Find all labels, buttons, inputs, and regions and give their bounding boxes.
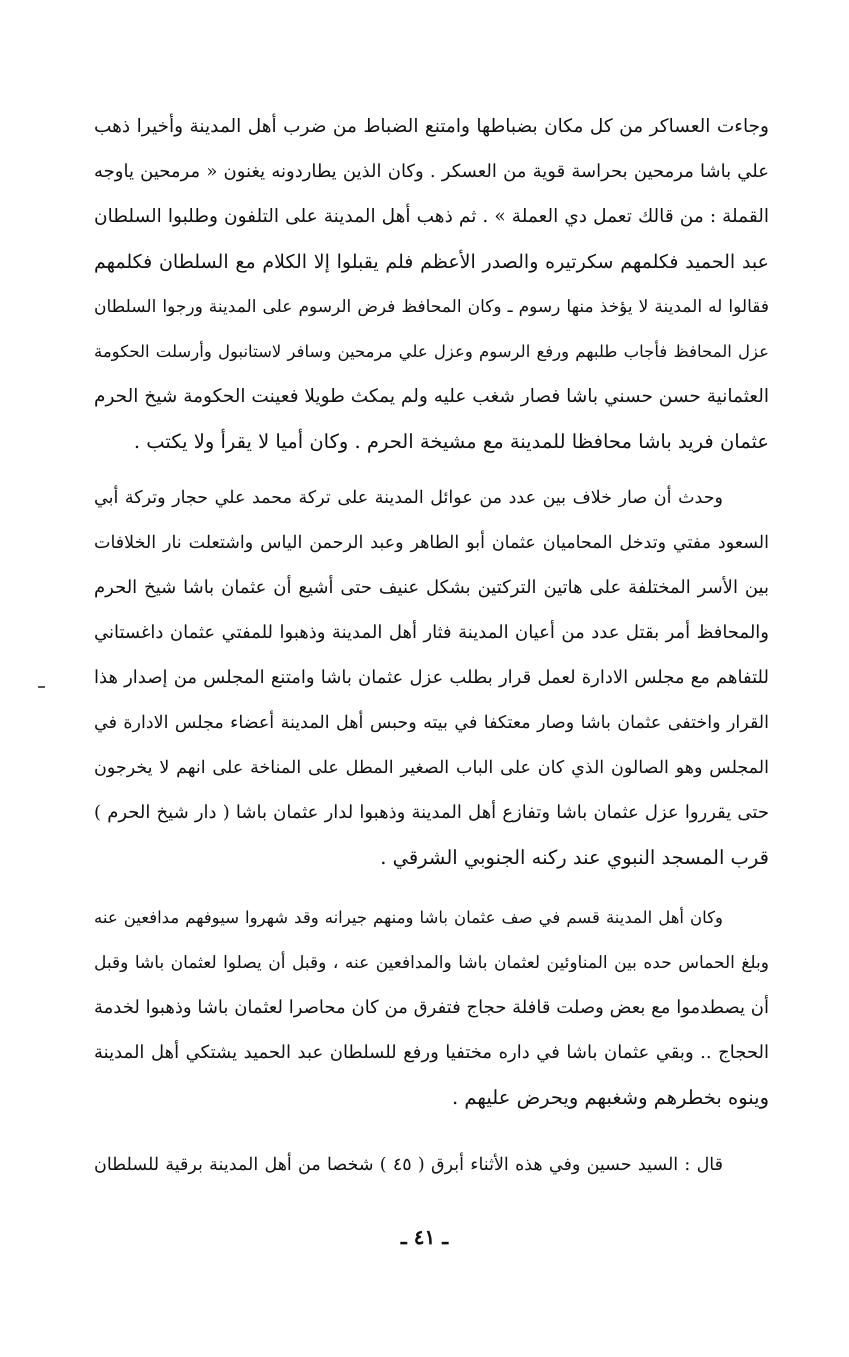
text-line: حتى يقرروا عزل عثمان باشا وتفازع أهل المدينة وذهبوا لدار عثمان باشا ( دار شيخ الحرم ) bbox=[94, 802, 769, 823]
text-line: أن يصطدموا مع بعض وصلت قافلة حجاج فتفرق من كان محاصرا لعثمان باشا وذهبوا لخدمة bbox=[94, 997, 769, 1018]
text-line: والمحافظ أمر بقتل عدد من أعيان المدينة فثار أهل المدينة وذهبوا للمفتي عثمان داغستاني bbox=[94, 622, 769, 643]
text-line: الحجاج .. وبقي عثمان باشا في داره مختفيا ورفع للسلطان عبد الحميد يشتكي أهل المدينة bbox=[94, 1042, 769, 1063]
page-number: ـ ٤١ ـ bbox=[400, 1225, 449, 1249]
text-line: قال : السيد حسين وفي هذه الأثناء أبرق ( ٤٥ ) شخصا من أهل المدينة برقية للسلطان bbox=[94, 1155, 723, 1175]
text-line: العثمانية حسن حسني باشا فصار شغب عليه ولم يمكث طويلا فعينت الحكومة شيخ الحرم bbox=[94, 386, 769, 407]
text-line: وكان أهل المدينة قسم في صف عثمان باشا ومنهم جيرانه وقد شهروا سيوفهم مدافعين عنه bbox=[94, 908, 723, 927]
text-line: السعود مفتي وتدخل المحاميان عثمان أبو الطاهر وعبد الرحمن الياس واشتعلت نار الخلافات bbox=[94, 533, 769, 553]
text-line: وبلغ الحماس حده بين المناوئين لعثمان باشا والمدافعين عنه ، وقبل أن يصلوا لعثمان باشا وقبل bbox=[94, 953, 769, 973]
text-line: عبد الحميد فكلمهم سكرتيره والصدر الأعظم فلم يقبلوا إلا الكلام مع السلطان فكلمهم bbox=[94, 251, 769, 273]
text-line: علي باشا مرمحين بحراسة قوية من العسكر . وكان الذين يطاردونه يغنون « مرمحين ياوجه bbox=[94, 161, 769, 182]
margin-mark bbox=[38, 686, 45, 688]
text-line: القرار واختفى عثمان باشا وصار معتكفا في بيته وحبس أهل المدينة أعضاء مجلس الادارة في bbox=[94, 713, 769, 733]
text-line: المجلس وهو الصالون الذي كان على الباب الصغير المطل على المناخة على انهم لا يخرجون bbox=[94, 758, 769, 778]
text-line: وجاءت العساكر من كل مكان بضباطها وامتنع الضباط من ضرب أهل المدينة وأخيرا ذهب bbox=[94, 116, 769, 137]
text-line: وحدث أن صار خلاف بين عدد من عوائل المدينة على تركة محمد علي حجار وتركة أبي bbox=[94, 488, 723, 508]
text-line: فقالوا له المدينة لا يؤخذ منها رسوم ـ وكان المحافظ فرض الرسوم على المدينة ورجوا السلطان bbox=[94, 297, 769, 317]
paragraph-2 bbox=[94, 478, 769, 888]
paragraph-4 bbox=[94, 1145, 769, 1185]
text-line: قرب المسجد النبوي عند ركنه الجنوبي الشرقي . bbox=[380, 846, 769, 869]
text-line: وينوه بخطرهم وشغبهم ويحرض عليهم . bbox=[452, 1086, 769, 1109]
text-line: للتفاهم مع مجلس الادارة لعمل قرار بطلب عزل عثمان باشا وامتنع المجلس من إصدار هذا bbox=[94, 667, 769, 688]
paragraph-1 bbox=[94, 107, 769, 467]
text-line: بين الأسر المختلفة على هاتين التركتين بشكل عنيف حتى أشيع أن عثمان باشا شيخ الحرم bbox=[94, 577, 769, 598]
text-line: عثمان فريد باشا محافظا للمدينة مع مشيخة الحرم . وكان أميا لا يقرأ ولا يكتب . bbox=[133, 430, 769, 453]
text-line: عزل المحافظ فأجاب طلبهم ورفع الرسوم وعزل علي مرمحين وسافر لاستانبول وأرسلت الحكومة bbox=[94, 342, 769, 361]
paragraph-3 bbox=[94, 898, 769, 1128]
text-line: القملة : من قالك تعمل دي العملة » . ثم ذهب أهل المدينة على التلفون وطلبوا السلطان bbox=[94, 206, 769, 227]
